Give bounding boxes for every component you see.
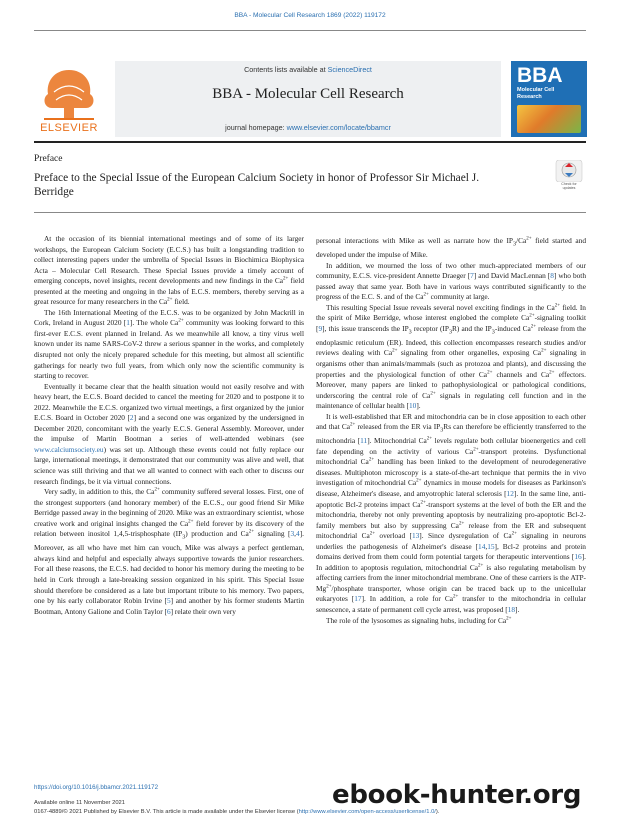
publisher-logo-text: ELSEVIER xyxy=(40,122,98,134)
reference-link[interactable]: www.calciumsociety.eu xyxy=(34,444,104,454)
reference-link[interactable]: 14 xyxy=(478,541,486,551)
reference-link[interactable]: 3 xyxy=(290,529,295,539)
reference-link[interactable]: 8 xyxy=(550,271,554,281)
contents-prefix: Contents lists available at xyxy=(244,65,328,74)
body-paragraph: personal interactions with Mike as well as narrate how the $IP_3/Ca^{2+}$ field started and developed under the impulse of Mike. xyxy=(316,236,586,260)
doi-link[interactable]: https://doi.org/10.1016/j.bbamcr.2021.119172 xyxy=(34,784,159,791)
body-paragraph: Very sadly, in addition to this, the $Ca^{2+}$ community suffered several losses. First, one of the strongest supporters (and honorary member) of the E.C.S., our good friend Sir Mike Berridge passed away in the beginning of 2020. Mike was an extraordinary scientist, whose creative work and original insights changed the $Ca^{2+}$ field forever by its discovery of the relation between inositol 1,4,5-trisphosphate $(IP_3)$ production and $Ca^{2+}$ signaling [3,4]. Moreover, as all who have met him can vouch, Mike was always a perfect gentleman, always kind and helpful and especially always supportive towards the junior researchers. For all these reasons, the E.C.S. had decided to honor his memory during the meeting to be held in Cork through a late-breaking session organized in his spirit. This Special Issue should therefore be considered as a late but important tribute to his memory. Two papers, one by his early collaborator Robin Irvine [5] and another by his former students Martin Bootman, Antony Galione and Colin Taylor [6] relate their own very xyxy=(34,487,304,616)
body-paragraph: The role of the lysosomes as signaling hubs, including for $Ca^{2+}$ xyxy=(326,615,512,625)
article-type: Preface xyxy=(34,154,63,164)
body-paragraph: In addition, we mourned the loss of two other much-appreciated members of our community, E.C.S. vice-president Annette Draeger [7] and David MacLennan [8] who both passed away that same year. Both have in various ways contributed significantly to the progress of the E.C. S. and of the $Ca^{2+}$ community at large. xyxy=(316,260,586,302)
license-prefix: 0167-4889/© 2021 Published by Elsevier B.V. This article is made available under the Elsevier license ( xyxy=(34,809,299,815)
body-paragraph: The 16th International Meeting of the E.C.S. was to be organized by John Mackrill in Cork, Ireland in August 2020 [1]. The whole $Ca^{2+}$ community was looking forward to this first-ever E.C.S. event planned in Ireland. As we meanwhile all know, a tiny virus well known under its name SARS-CoV-2 threw a serious spanner in the works, and completely disrupted not only the nicely prepared schedule for this meeting, but almost all scientific gatherings for nearly two full years, from which only now the scientific community is starting to recover. xyxy=(34,307,304,381)
reference-link[interactable]: 2 xyxy=(129,413,134,423)
journal-homepage-link[interactable]: www.elsevier.com/locate/bbamcr xyxy=(286,123,391,132)
reference-link[interactable]: 12 xyxy=(506,488,514,498)
crossmark-icon xyxy=(552,160,586,182)
body-paragraph: This resulting Special Issue reveals several novel exciting findings in the $Ca^{2+}$ field. In the spirit of Mike Berridge, whose interest englobed the complete $Ca^{2+}$-signaling toolkit [9], this issue transcends the $IP_3$ receptor $(IP_3R)$ and the $IP_3$-induced $Ca^{2+}$ release from the endoplasmic reticulum (ER). Indeed, this collection encompasses research studies and/or reviews dealing with $Ca^{2+}$ signaling from other organelles, exposing $Ca^{2+}$ signaling in organisms other than animals/mammals (such as protozoa and plants), and discussing the properties and the physiological function of other $Ca^{2+}$ channels and $Ca^{2+}$ effectors. Moreover, many papers are linked to pathophysiological or pathological conditions, underscoring the central role of $Ca^{2+}$ signals in regulating cell function and in the maintenance of cellular health [10]. xyxy=(316,302,587,411)
cover-title: BBA xyxy=(517,64,563,87)
cover-artwork xyxy=(517,105,581,133)
title-divider xyxy=(34,212,586,213)
body-paragraph: It is well-established that ER and mitochondria can be in close apposition to each other and that $Ca^{2+}$ released from the ER via $IP_3Rs$ can therefore be efficiently transferred to the mitochondria [11]. Mitochondrial $Ca^{2+}$ levels regulate both cellular bioenergetics and cell fate depending on the activity of various $Ca^{2+}$-transport proteins. Dysfunctional mitochondrial $Ca^{2+}$ handling has been linked to the development of neurodegenerative diseases. Multiphoton microscopy is a state-of-the-art technique that permits the in vivo investigation of mitochondrial $Ca^{2+}$ dynamics in mouse models for diseases as Parkinson's disease, Alzheimer's disease, and amyotrophic lateral sclerosis [12]. In the same line, anti-apoptotic Bcl-2 proteins impact $Ca^{2+}$-transport systems at the level of both the ER and the mitochondria, thereby not only preventing apoptosis by neutralizing pro-apoptotic Bcl-2-family members but also by suppressing $Ca^{2+}$ release from the ER and subsequent mitochondrial $Ca^{2+}$ overload [13]. Since dysregulation of $Ca^{2+}$ signaling in neurons underlies the pathogenesis of Alzheimer's disease [14,15], Bcl-2 proteins and protein domains derived from them could form potential targets for therapeutic interventions [16]. In addition to apoptosis regulation, mitochondrial $Ca^{2+}$ is also regulating metabolism by affecting carriers from the inner mitochondrial membrane. One of these carriers is the ATP-$Mg^{2+}$/phosphate transporter, whose origin can be traced back up to the unicellular eukaryotes [17]. In addition, a role for $Ca^{2+}$ transfer to the mitochondria in cellular senescence, a state of permanent cell cycle arrest, was proposed [18]. xyxy=(316,411,587,614)
license-suffix: ). xyxy=(435,809,440,815)
crossmark-label-line-2: updates xyxy=(562,186,576,190)
reference-link[interactable]: 16 xyxy=(574,552,582,562)
reference-link[interactable]: 1 xyxy=(126,318,130,328)
reference-link[interactable]: 13 xyxy=(411,531,420,541)
reference-link[interactable]: 18 xyxy=(507,605,516,614)
contents-line xyxy=(115,65,501,74)
homepage-line xyxy=(115,123,501,132)
top-rule xyxy=(34,30,586,31)
crossmark-label-line-1: Check for xyxy=(561,182,577,186)
crossmark-label xyxy=(552,182,586,190)
available-online: Available online 11 November 2021 xyxy=(34,800,125,806)
body-paragraph: Eventually it became clear that the health situation would not easily resolve and with heavy heart, the E.C.S. Board decided to cancel the meeting for 2020 and to postpone it to 2022. Meanwhile the E.C.S. organized two virtual meetings, a first organized by the junior E.C.S. Board in October 2020 [2] and a second one was organized by the undersigned in December 2020, concomitant with the yearly E.C.S. General Assembly. Moreover, under the impulse of Martin Bootman a series of well-attended webinars (see www.calciumsociety.eu) was set up. Although these events could not fully replace our large, international meetings, it demonstrated that our community was alive and well, that science was still thriving and that we all wanted to connect with each other to discuss our research findings, be it via virtual connections. xyxy=(34,381,304,486)
running-head[interactable]: BBA - Molecular Cell Research 1869 (2022) 119172 xyxy=(234,12,386,19)
body-column-right xyxy=(316,236,586,626)
body-paragraph: At the occasion of its biennial international meetings and of some of its larger workshops, the European Calcium Society (E.C.S.) has built a longstanding tradition to collect interesting papers under the umbrella of Special Issues in Biochimica Biophysica Acta – Molecular Cell Research. These Special Issues provide a timely account of emerging concepts, novel insights, recent developments and new findings in the $Ca^{2+}$ field presented at the meeting and ongoing in the labs of E.C.S. members, thereby serving as a great resource for many researchers in the $Ca^{2+}$ field. xyxy=(34,234,305,307)
header-divider xyxy=(34,141,586,143)
reference-link[interactable]: 6 xyxy=(166,606,171,616)
journal-title: BBA - Molecular Cell Research xyxy=(212,86,404,102)
license-link[interactable]: http://www.elsevier.com/open-access/userlicense/1.0/ xyxy=(298,809,436,815)
reference-link[interactable]: 15 xyxy=(487,541,495,551)
cover-subtitle-line-2: Research xyxy=(517,93,542,100)
reference-link[interactable]: 11 xyxy=(360,436,368,446)
reference-link[interactable]: 7 xyxy=(470,271,474,281)
sciencedirect-link[interactable]: ScienceDirect xyxy=(327,65,372,74)
cover-subtitle xyxy=(517,87,554,100)
reference-link[interactable]: 17 xyxy=(354,594,362,604)
check-for-updates-button[interactable] xyxy=(552,160,586,190)
reference-link[interactable]: 5 xyxy=(166,596,171,606)
homepage-prefix: journal homepage: xyxy=(225,123,287,132)
watermark: ebook-hunter.org xyxy=(332,780,582,810)
reference-link[interactable]: 4 xyxy=(296,529,300,539)
reference-link[interactable]: 9 xyxy=(318,323,323,333)
journal-cover-image xyxy=(511,61,587,137)
reference-link[interactable]: 10 xyxy=(408,401,417,411)
cover-subtitle-line-1: Molecular Cell xyxy=(517,87,555,93)
article-title: Preface to the Special Issue of the European Calcium Society in honor of Professor Sir Michael J. Berridge xyxy=(34,172,480,198)
body-column-left xyxy=(34,234,304,617)
